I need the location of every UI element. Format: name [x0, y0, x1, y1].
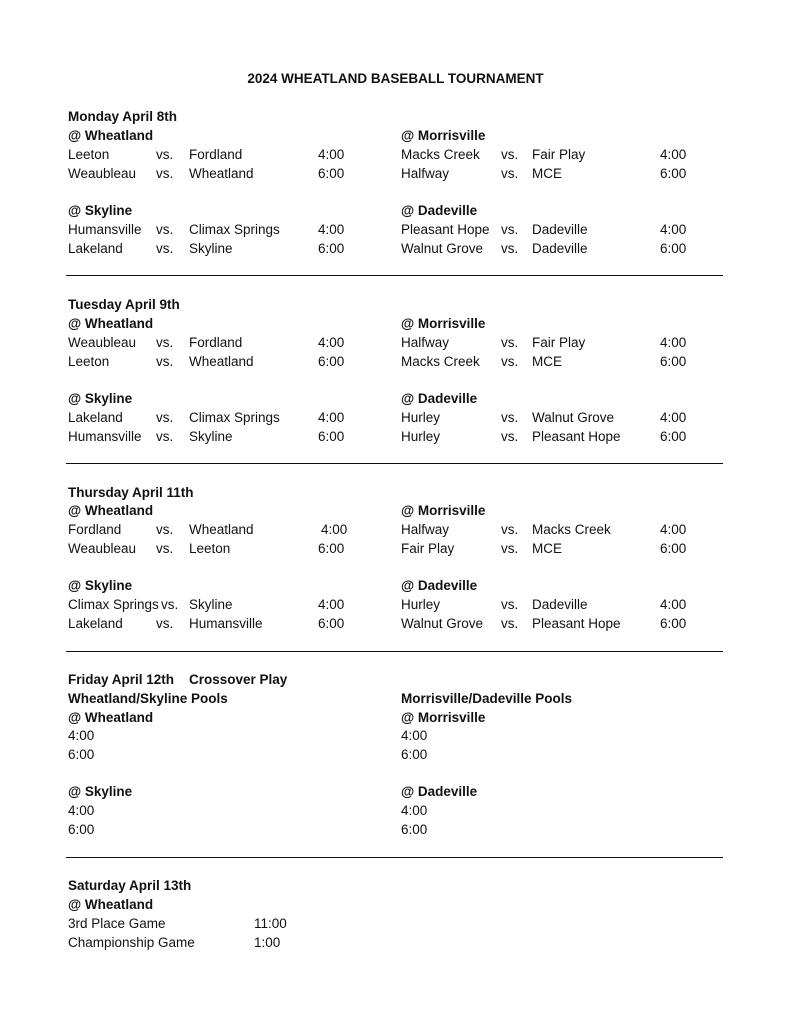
home-team: Weaubleau [68, 541, 137, 556]
vs-label: vs. [501, 147, 519, 162]
pool-heading: Wheatland/Skyline Pools [68, 691, 228, 706]
game-time: 6:00 [660, 166, 687, 181]
away-team: Climax Springs [189, 222, 280, 237]
game-time: 4:00 [321, 522, 348, 537]
away-team: MCE [532, 541, 562, 556]
home-team: Lakeland [68, 616, 123, 631]
venue-heading: @ Wheatland [68, 503, 154, 518]
game-time: 4:00 [660, 222, 687, 237]
vs-label: vs. [501, 335, 519, 350]
venue-heading: @ Skyline [68, 203, 133, 218]
day-heading: Saturday April 13th [68, 878, 192, 893]
home-team: Hurley [401, 410, 441, 425]
vs-label: vs. [156, 147, 174, 162]
game-time: 6:00 [660, 616, 687, 631]
away-team: Fordland [189, 147, 243, 162]
away-team: Pleasant Hope [532, 616, 621, 631]
away-team: Wheatland [189, 354, 254, 369]
game-time: 4:00 [318, 147, 345, 162]
home-team: Leeton [68, 354, 110, 369]
away-team: Humansville [189, 616, 263, 631]
vs-label: vs. [501, 166, 519, 181]
vs-label: vs. [156, 410, 174, 425]
vs-label: vs. [156, 166, 174, 181]
venue-heading: @ Wheatland [68, 128, 154, 143]
venue-heading: @ Wheatland [68, 710, 154, 725]
venue-heading: @ Wheatland [68, 897, 154, 912]
away-team: MCE [532, 354, 562, 369]
venue-heading: @ Dadeville [401, 391, 478, 406]
vs-label: vs. [161, 597, 179, 612]
venue-heading: @ Morrisville [401, 503, 486, 518]
vs-label: vs. [156, 616, 174, 631]
game-time: 4:00 [660, 147, 687, 162]
away-team: Macks Creek [532, 522, 611, 537]
away-team: Skyline [189, 241, 233, 256]
day-heading: Tuesday April 9th [68, 297, 180, 312]
venue-heading: @ Skyline [68, 391, 133, 406]
game-time: 11:00 [254, 916, 287, 931]
away-team: Fordland [189, 335, 243, 350]
home-team: Lakeland [68, 410, 123, 425]
section-divider [66, 857, 723, 858]
vs-label: vs. [501, 616, 519, 631]
game-time: 6:00 [401, 747, 428, 762]
game-time: 6:00 [660, 541, 687, 556]
section-divider [66, 463, 723, 464]
day-subheading: Crossover Play [189, 672, 288, 687]
game-time: 4:00 [660, 522, 687, 537]
vs-label: vs. [501, 222, 519, 237]
venue-heading: @ Skyline [68, 784, 133, 799]
home-team: Fordland [68, 522, 122, 537]
game-label: 3rd Place Game [68, 916, 166, 931]
away-team: Walnut Grove [532, 410, 615, 425]
home-team: Fair Play [401, 541, 455, 556]
game-time: 4:00 [318, 335, 345, 350]
away-team: Wheatland [189, 166, 254, 181]
game-time: 1:00 [254, 935, 281, 950]
game-time: 4:00 [318, 410, 345, 425]
pool-heading: Morrisville/Dadeville Pools [401, 691, 573, 706]
section-divider [66, 651, 723, 652]
home-team: Pleasant Hope [401, 222, 490, 237]
home-team: Hurley [401, 429, 441, 444]
away-team: Dadeville [532, 597, 588, 612]
game-time: 4:00 [318, 222, 345, 237]
page-title: 2024 WHEATLAND BASEBALL TOURNAMENT [247, 71, 544, 86]
game-label: Championship Game [68, 935, 195, 950]
home-team: Weaubleau [68, 166, 137, 181]
day-heading: Monday April 8th [68, 109, 178, 124]
game-time: 4:00 [660, 410, 687, 425]
venue-heading: @ Dadeville [401, 203, 478, 218]
game-time: 6:00 [660, 429, 687, 444]
home-team: Halfway [401, 522, 450, 537]
away-team: Fair Play [532, 147, 586, 162]
game-time: 6:00 [318, 541, 345, 556]
game-time: 6:00 [318, 354, 345, 369]
vs-label: vs. [156, 354, 174, 369]
home-team: Halfway [401, 166, 450, 181]
away-team: Wheatland [189, 522, 254, 537]
home-team: Lakeland [68, 241, 123, 256]
game-time: 6:00 [660, 354, 687, 369]
home-team: Humansville [68, 222, 142, 237]
away-team: Fair Play [532, 335, 586, 350]
vs-label: vs. [501, 522, 519, 537]
home-team: Hurley [401, 597, 441, 612]
vs-label: vs. [501, 541, 519, 556]
home-team: Climax Springs [68, 597, 159, 612]
vs-label: vs. [156, 541, 174, 556]
game-time: 6:00 [401, 822, 428, 837]
away-team: MCE [532, 166, 562, 181]
venue-heading: @ Skyline [68, 578, 133, 593]
venue-heading: @ Morrisville [401, 128, 486, 143]
home-team: Walnut Grove [401, 616, 484, 631]
game-time: 4:00 [68, 728, 95, 743]
game-time: 6:00 [68, 822, 95, 837]
home-team: Macks Creek [401, 354, 480, 369]
game-time: 4:00 [401, 803, 428, 818]
game-time: 6:00 [318, 166, 345, 181]
vs-label: vs. [156, 241, 174, 256]
game-time: 6:00 [318, 429, 345, 444]
venue-heading: @ Morrisville [401, 710, 486, 725]
home-team: Halfway [401, 335, 450, 350]
away-team: Dadeville [532, 222, 588, 237]
venue-heading: @ Morrisville [401, 316, 486, 331]
game-time: 6:00 [660, 241, 687, 256]
game-time: 4:00 [660, 335, 687, 350]
away-team: Pleasant Hope [532, 429, 621, 444]
home-team: Humansville [68, 429, 142, 444]
vs-label: vs. [501, 410, 519, 425]
away-team: Skyline [189, 597, 233, 612]
vs-label: vs. [156, 335, 174, 350]
home-team: Walnut Grove [401, 241, 484, 256]
game-time: 6:00 [68, 747, 95, 762]
home-team: Leeton [68, 147, 110, 162]
game-time: 4:00 [660, 597, 687, 612]
away-team: Dadeville [532, 241, 588, 256]
day-heading: Thursday April 11th [68, 485, 194, 500]
home-team: Weaubleau [68, 335, 137, 350]
vs-label: vs. [156, 522, 174, 537]
game-time: 4:00 [401, 728, 428, 743]
venue-heading: @ Wheatland [68, 316, 154, 331]
vs-label: vs. [501, 241, 519, 256]
away-team: Skyline [189, 429, 233, 444]
day-heading: Friday April 12th [68, 672, 175, 687]
away-team: Climax Springs [189, 410, 280, 425]
vs-label: vs. [156, 429, 174, 444]
game-time: 4:00 [318, 597, 345, 612]
venue-heading: @ Dadeville [401, 784, 478, 799]
away-team: Leeton [189, 541, 231, 556]
venue-heading: @ Dadeville [401, 578, 478, 593]
vs-label: vs. [501, 429, 519, 444]
vs-label: vs. [501, 597, 519, 612]
home-team: Macks Creek [401, 147, 480, 162]
vs-label: vs. [501, 354, 519, 369]
vs-label: vs. [156, 222, 174, 237]
section-divider [66, 275, 723, 276]
game-time: 4:00 [68, 803, 95, 818]
game-time: 6:00 [318, 616, 345, 631]
game-time: 6:00 [318, 241, 345, 256]
